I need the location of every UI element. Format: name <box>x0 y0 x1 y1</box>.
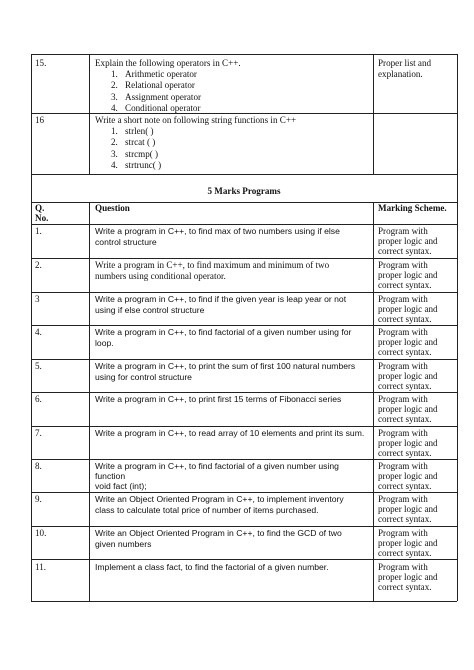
marking-scheme: explanation. <box>378 69 423 79</box>
marking-scheme: proper logic and <box>378 438 438 448</box>
marking-scheme: correct syntax. <box>378 448 432 458</box>
marking-scheme: proper logic and <box>378 371 438 381</box>
question-text: Explain the following operators in C++. <box>95 58 241 68</box>
rule <box>31 526 457 527</box>
question-number: 7. <box>35 428 42 438</box>
question-number: 16 <box>35 115 45 125</box>
question-number: 8. <box>35 461 42 471</box>
marking-scheme: Program with <box>378 226 428 236</box>
rule <box>31 426 457 427</box>
question-text: Write a program in C++, to print the sum of first 100 natural numbers <box>95 361 356 371</box>
marking-scheme: proper logic and <box>378 572 438 582</box>
question-number: 2. <box>35 260 42 270</box>
question-text: using if else control structure <box>95 305 205 315</box>
list-item: 4. strtrunc( ) <box>111 160 162 171</box>
marking-scheme: correct syntax. <box>378 246 432 256</box>
list-item: 3. Assignment operator <box>111 91 202 102</box>
question-text: Write a program in C++, to print first 15 terms of Fibonacci series <box>95 394 342 404</box>
marking-scheme: Program with <box>378 461 428 471</box>
marking-scheme: proper logic and <box>378 404 438 414</box>
rule <box>31 359 457 360</box>
string-function-list <box>111 126 161 172</box>
list-item: 2. Relational operator <box>111 80 195 91</box>
rule <box>31 601 457 602</box>
marking-scheme: Program with <box>378 562 428 572</box>
marking-scheme: Program with <box>378 260 428 270</box>
rule <box>31 224 457 225</box>
marking-scheme: correct syntax. <box>378 314 432 324</box>
rule <box>457 54 458 601</box>
question-text: void fact (int); <box>95 481 147 491</box>
section-title: 5 Marks Programs <box>207 186 281 196</box>
rule <box>31 54 32 601</box>
rule <box>31 113 457 114</box>
question-text: loop. <box>95 338 114 348</box>
question-text: Write a program in C++, to find factorial of a given number using for <box>95 327 352 337</box>
list-item: 2. strcat ( ) <box>111 137 156 148</box>
question-number: 5. <box>35 361 42 371</box>
marking-scheme: correct syntax. <box>378 414 432 424</box>
question-text: given numbers <box>95 539 152 549</box>
marking-scheme: correct syntax. <box>378 347 432 357</box>
question-text: Write an Object Oriented Program in C++, to find the GCD of two <box>95 528 342 538</box>
question-text: Write a program in C++, to find max of two numbers using if else <box>95 226 340 236</box>
question-text: numbers using conditional operator. <box>95 271 226 281</box>
question-text: Write a program in C++, to find if the given year is leap year or not <box>95 294 347 304</box>
rule <box>89 202 90 601</box>
marking-scheme: proper logic and <box>378 538 438 548</box>
question-text: class to calculate total price of number of items purchased. <box>95 505 319 515</box>
marking-scheme: Proper list and <box>378 58 432 68</box>
marking-scheme: Program with <box>378 428 428 438</box>
question-number: 4. <box>35 327 42 337</box>
list-item: 4. Conditional operator <box>111 103 201 114</box>
rule <box>31 54 457 55</box>
marking-scheme: correct syntax. <box>378 381 432 391</box>
marking-scheme: Program with <box>378 528 428 538</box>
question-text: Write a program in C++, to find factorial of a given number using <box>95 461 339 471</box>
rule <box>373 54 374 174</box>
question-number: 15. <box>35 58 47 68</box>
marking-scheme: correct syntax. <box>378 280 432 290</box>
question-text: Write an Object Oriented Program in C++, to implement inventory <box>95 494 344 504</box>
marking-scheme: proper logic and <box>378 304 438 314</box>
list-item: 3. strcmp( ) <box>111 148 159 159</box>
header-marking-scheme: Marking Scheme. <box>378 203 447 213</box>
rule <box>31 292 457 293</box>
question-text: using for control structure <box>95 372 192 382</box>
marking-scheme: Program with <box>378 294 428 304</box>
question-number: 1. <box>35 226 42 236</box>
marking-scheme: correct syntax. <box>378 582 432 592</box>
marking-scheme: Program with <box>378 361 428 371</box>
marking-scheme: correct syntax. <box>378 481 432 491</box>
question-number: 11. <box>35 562 47 572</box>
rule <box>373 202 374 601</box>
list-item: 1. Arithmetic operator <box>111 69 197 79</box>
header-number: No. <box>35 213 49 223</box>
question-number: 9. <box>35 494 42 504</box>
header-question: Question <box>95 203 130 213</box>
header-number: Q. <box>35 203 45 213</box>
marking-scheme: proper logic and <box>378 471 438 481</box>
marking-scheme: Program with <box>378 394 428 404</box>
rule <box>31 174 457 175</box>
marking-scheme: correct syntax. <box>378 548 432 558</box>
marking-scheme: proper logic and <box>378 236 438 246</box>
rule <box>31 258 457 259</box>
rule <box>89 54 90 174</box>
question-number: 3 <box>35 294 40 304</box>
marking-scheme: proper logic and <box>378 337 438 347</box>
marking-scheme: Program with <box>378 327 428 337</box>
question-text: Implement a class fact, to find the factorial of a given number. <box>95 562 329 572</box>
question-text: Write a program in C++, to read array of 10 elements and print its sum. <box>95 428 365 438</box>
marking-scheme: correct syntax. <box>378 514 432 524</box>
question-number: 10. <box>35 528 47 538</box>
marking-scheme: proper logic and <box>378 504 438 514</box>
marking-scheme: Program with <box>378 494 428 504</box>
question-number: 6. <box>35 394 42 404</box>
list-item: 1. strlen( ) <box>111 126 154 136</box>
question-text: Write a program in C++, to find maximum and minimum of two <box>95 260 330 270</box>
question-text: Write a short note on following string functions in C++ <box>95 115 297 125</box>
operator-list <box>111 69 201 115</box>
question-text: control structure <box>95 237 157 247</box>
marking-scheme: proper logic and <box>378 270 438 280</box>
question-text: function <box>95 471 126 481</box>
